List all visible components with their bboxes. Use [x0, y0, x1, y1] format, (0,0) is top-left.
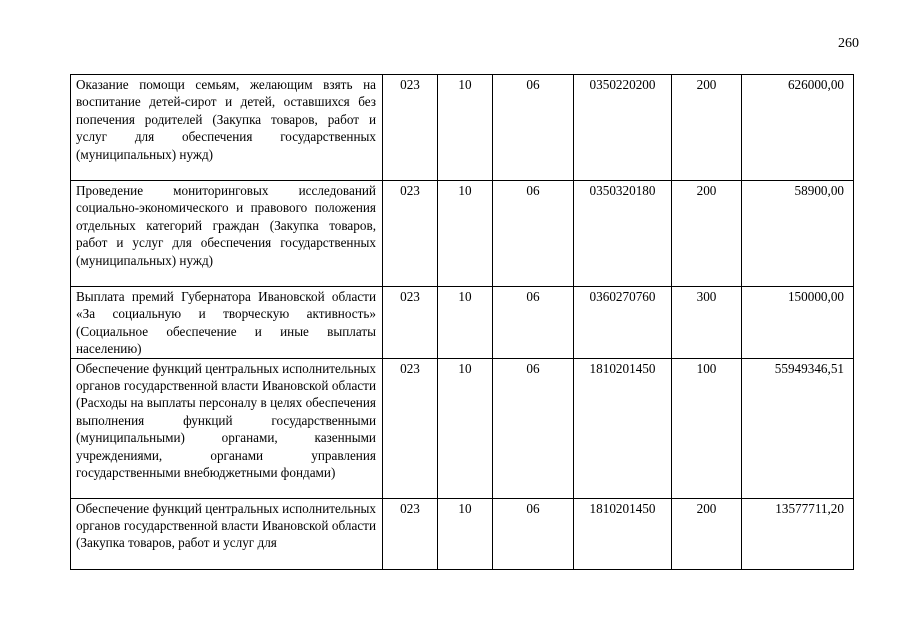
row-description-cell: [71, 358, 383, 498]
row-description: Проведение мониторинговых исследований социально-экономического и правового положения отдельных категорий граждан (Закупка товаров, работ и услуг для обеспечения государственных (муниципальных) нужд): [76, 183, 376, 268]
amount-value: 13577711,20: [742, 498, 854, 569]
subsection-code: 06: [493, 498, 574, 569]
table-row: [71, 287, 854, 359]
row-description-cell: [71, 75, 383, 181]
expense-type-code: 300: [672, 287, 742, 359]
section-code: 10: [438, 75, 493, 181]
row-description: Выплата премий Губернатора Ивановской области «За социальную и творческую активность» (Социальное обеспечение и иные выплаты населению): [76, 289, 376, 357]
section-code: 10: [438, 498, 493, 569]
ministry-code: 023: [383, 498, 438, 569]
target-article-code: 0350220200: [574, 75, 672, 181]
budget-table: [70, 74, 854, 570]
ministry-code: 023: [383, 75, 438, 181]
row-description: Обеспечение функций центральных исполнительных органов государственной власти Ивановской области (Расходы на выплаты персоналу в целях обеспечения выполнения функций государственными (муниципальными) органами, казенными учреждениями, органами управления государственными внебюджетными фондами): [76, 360, 376, 481]
subsection-code: 06: [493, 358, 574, 498]
subsection-code: 06: [493, 75, 574, 181]
amount-value: 58900,00: [742, 181, 854, 287]
ministry-code: 023: [383, 181, 438, 287]
section-code: 10: [438, 181, 493, 287]
expense-type-code: 100: [672, 358, 742, 498]
ministry-code: 023: [383, 358, 438, 498]
amount-value: 150000,00: [742, 287, 854, 359]
target-article-code: 1810201450: [574, 358, 672, 498]
table-row: [71, 181, 854, 287]
row-description-cell: [71, 287, 383, 359]
amount-value: 626000,00: [742, 75, 854, 181]
ministry-code: 023: [383, 287, 438, 359]
target-article-code: 0350320180: [574, 181, 672, 287]
section-code: 10: [438, 358, 493, 498]
row-description-cell: [71, 181, 383, 287]
page-number: 260: [838, 36, 859, 51]
row-description: Оказание помощи семьям, желающим взять на воспитание детей-сирот и детей, оставшихся без попечения родителей (Закупка товаров, работ и услуг для обеспечения государственных (муниципальных) нужд): [76, 77, 376, 162]
amount-value: 55949346,51: [742, 358, 854, 498]
expense-type-code: 200: [672, 181, 742, 287]
subsection-code: 06: [493, 181, 574, 287]
expense-type-code: 200: [672, 498, 742, 569]
subsection-code: 06: [493, 287, 574, 359]
row-description: Обеспечение функций центральных исполнительных органов государственной власти Ивановской области (Закупка товаров, работ и услуг для: [76, 500, 376, 551]
table-row: [71, 498, 854, 569]
row-description-cell: [71, 498, 383, 569]
section-code: 10: [438, 287, 493, 359]
table-row: [71, 75, 854, 181]
expense-type-code: 200: [672, 75, 742, 181]
target-article-code: 1810201450: [574, 498, 672, 569]
table-row: [71, 358, 854, 498]
target-article-code: 0360270760: [574, 287, 672, 359]
